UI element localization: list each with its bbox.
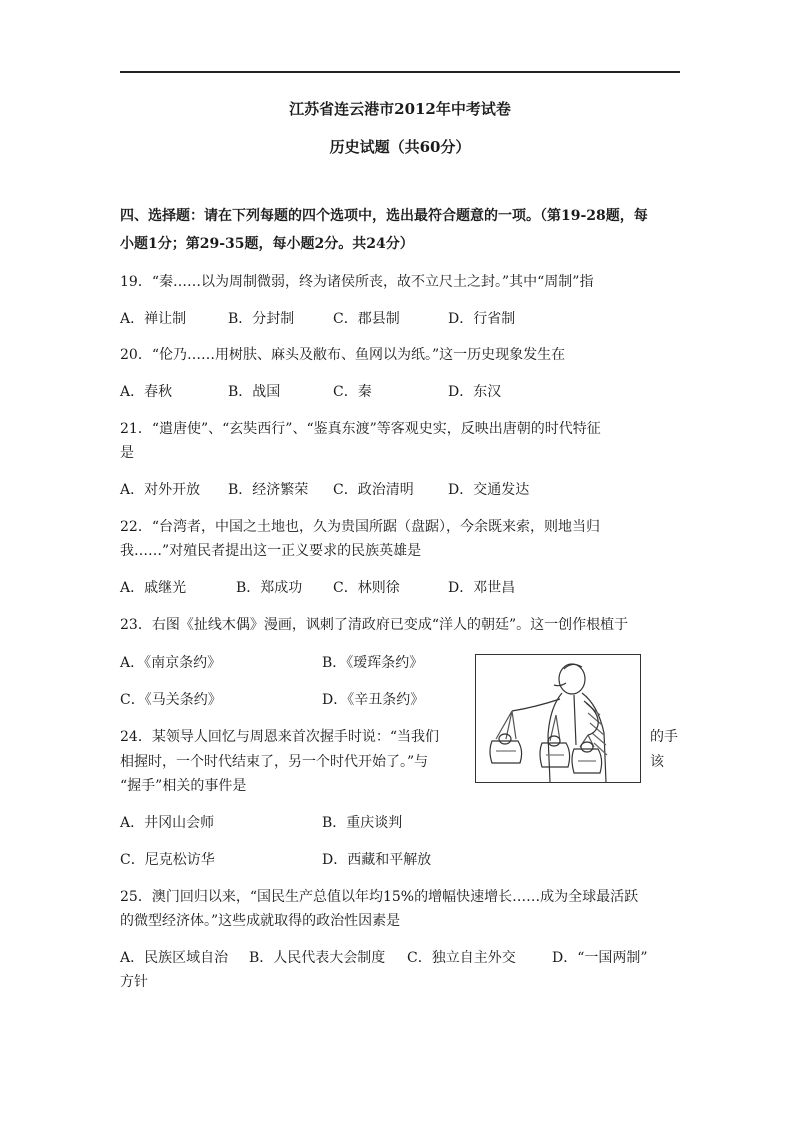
q24-option-c: C．尼克松访华 [120,852,215,868]
q20-stem: 20．“伦乃……用树肤、麻头及敝布、鱼网以为纸。”这一历史现象发生在 [120,347,566,363]
q21-stem-line2: 是 [120,445,134,461]
q25-option-d: D．“一国两制” [552,950,648,966]
q19-option-b: B．分封制 [228,311,295,327]
q22-option-c: C．林则徐 [333,580,400,596]
q25-option-c: C．独立自主外交 [407,950,516,966]
q22-stem-line1: 22．“台湾者，中国之土地也，久为贵国所踞（盘踞），今余既来索，则地当归 [120,519,600,535]
q25-option-d-continued: 方针 [120,974,148,990]
q21-option-a: A．对外开放 [120,482,201,498]
q20-option-b: B．战国 [228,384,281,400]
q19-option-c: C．郡县制 [333,311,400,327]
q22-option-b: B．郑成功 [236,580,303,596]
q25-stem-line1: 25．澳门回归以来，“国民生产总值以年均15%的增幅快速增长……成为全球最活跃 [120,889,639,905]
q20-option-d: D．东汉 [448,384,502,400]
q22-option-d: D．邓世昌 [448,580,516,596]
exam-subtitle: 历史试题（共60分） [329,138,471,156]
q20-option-c: C．秦 [333,384,372,400]
q19-option-a: A．禅让制 [120,311,187,327]
q23-option-b: B．《瑷珲条约》 [322,655,424,671]
q23-option-c: C．《马关条约》 [120,692,222,708]
q20-option-a: A．春秋 [120,384,173,400]
q24-stem-line3: “握手”相关的事件是 [120,778,247,794]
q24-stem-line2: 相握时，一个时代结束了，另一个时代开始了。”与 [120,754,429,770]
q22-stem-line2: 我……”对殖民者提出这一正义要求的民族英雄是 [120,543,422,559]
puppeteer-body-right [582,693,606,782]
q24-option-a: A．井冈山会师 [120,815,215,831]
q24-stem-line1: 24．某领导人回忆与周恩来首次握手时说：“当我们 [120,729,439,745]
puppeteer-right-arm [584,701,598,735]
puppet-cartoon-illustration [475,654,641,783]
q25-stem-line2: 的微型经济体。”这些成就取得的政治性因素是 [120,913,401,929]
puppet-strings-right [580,735,594,747]
section-instructions-line2: 小题1分；第29-35题，每小题2分。共24分） [120,236,414,252]
q22-option-a: A．戚继光 [120,580,187,596]
q24-stem-line1-end: 的手 [650,729,678,745]
q24-stem-line2-end: 该 [650,754,664,770]
puppet-strings-left [496,711,516,739]
q19-stem: 19．“秦……以为周制微弱，终为诸侯所丧，故不立尺土之封。”其中“周制”指 [120,274,594,290]
q23-stem: 23．右图《扯线木偶》漫画，讽刺了清政府已变成“洋人的朝廷”。这一创作根植于 [120,617,629,633]
q21-option-b: B．经济繁荣 [228,482,309,498]
q25-option-a: A．民族区域自治 [120,950,229,966]
q21-stem-line1: 21．“遣唐使”、“玄奘西行”、“鉴真东渡”等客观史实，反映出唐朝的时代特征 [120,421,601,437]
q21-option-c: C．政治清明 [333,482,414,498]
q24-option-d: D．西藏和平解放 [322,852,432,868]
puppet-cartoon-svg [476,655,640,782]
top-rule [120,71,680,73]
q19-option-d: D．行省制 [448,311,516,327]
q24-option-b: B．重庆谈判 [322,815,403,831]
q25-option-b: B．人民代表大会制度 [249,950,386,966]
section-instructions-line1: 四、选择题：请在下列每题的四个选项中，选出最符合题意的一项。（第19-28题，每 [120,208,648,224]
puppeteer-head [559,664,585,694]
q21-option-d: D．交通发达 [448,482,530,498]
q23-option-d: D．《辛丑条约》 [322,692,425,708]
exam-title: 江苏省连云港市2012年中考试卷 [289,100,511,118]
q23-option-a: A．《南京条约》 [120,655,222,671]
